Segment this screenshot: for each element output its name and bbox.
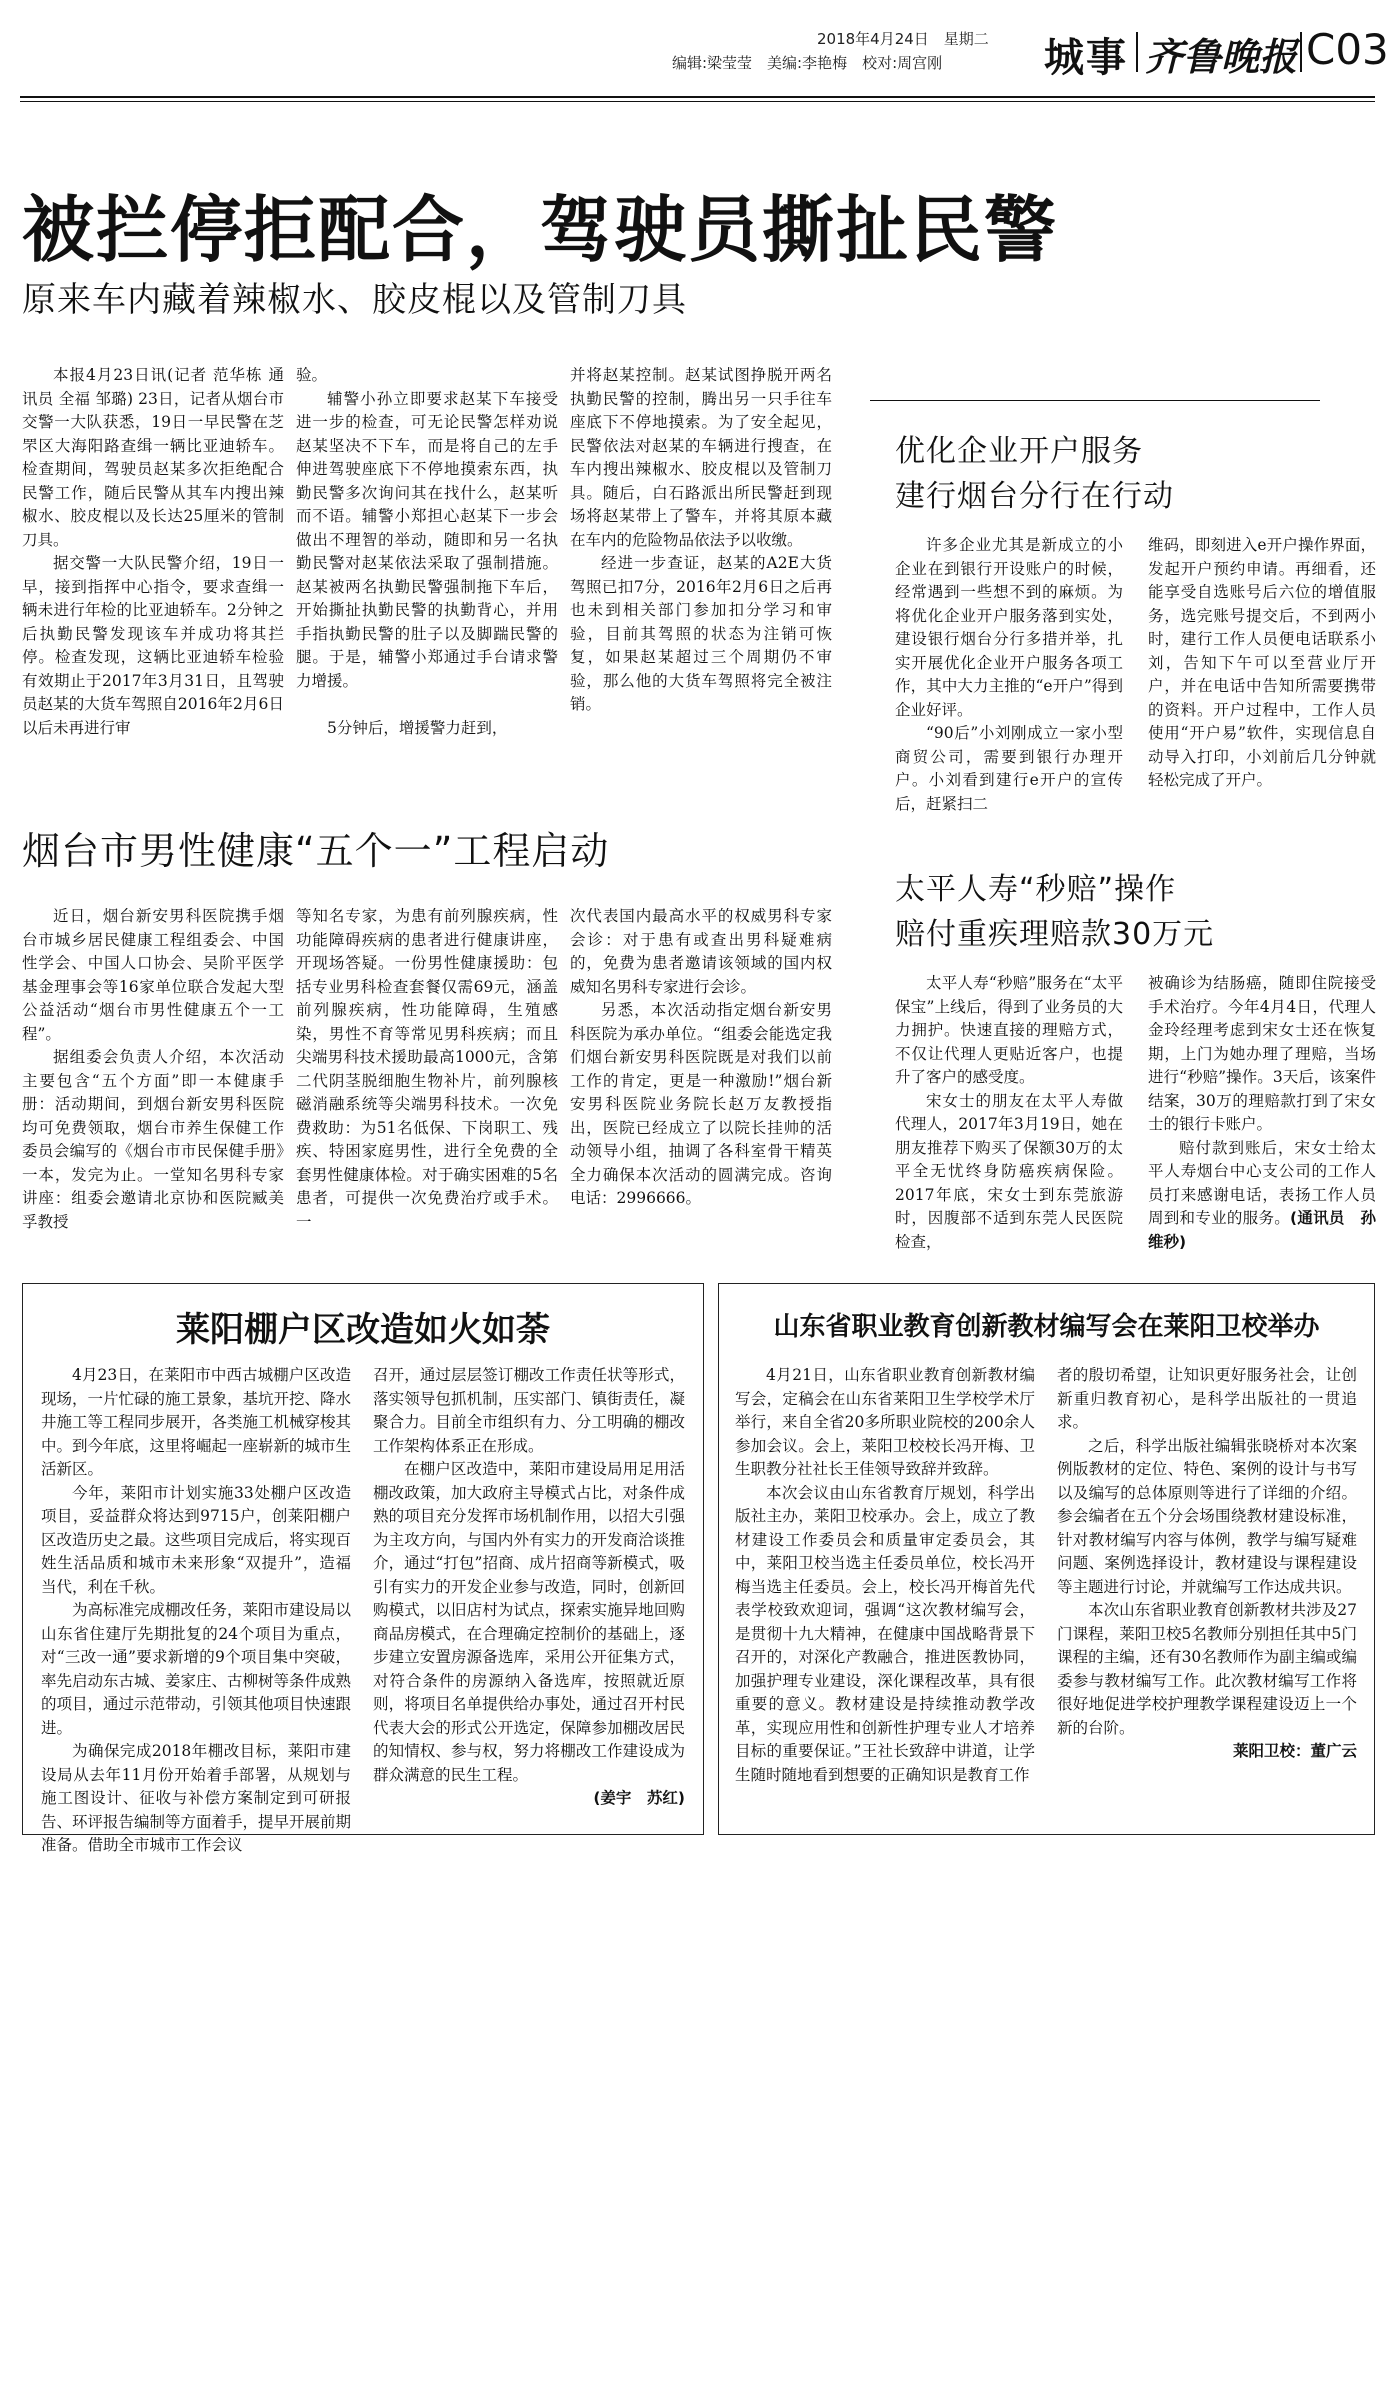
laiyang-headline: 莱阳棚户区改造如火如荼 (176, 1310, 550, 1350)
insurance-headline-line-1: 太平人寿“秒赔”操作 (895, 872, 1177, 907)
bank-headline-line-1: 优化企业开户服务 (895, 434, 1143, 469)
edu-column-1 (735, 1364, 1035, 1820)
header-divider (1300, 32, 1302, 72)
lead-headline: 被拦停拒配合，驾驶员撕扯民警 (22, 188, 1059, 272)
paragraph: 辅警小孙立即要求赵某下车接受进一步的检查，可无论民警怎样劝说赵某坚决不下车，而是将自己的左手伸进驾驶座底下不停地摸索东西，执勤民警多次询问其在找什么，赵某听而不语。辅警小郑担心赵某下一步会做出不理智的举动，随即和另一名执勤民警对赵某依法采取了强制措施。赵某被两名执勤民警强制拖下车后，开始撕扯执勤民警的执勤背心，并用手指执勤民警的肚子以及脚踹民警的腿。于是，辅警小郑通过手台请求警力增援。 (296, 389, 558, 690)
paragraph: 经进一步查证，赵某的A2E大货驾照已扣7分，2016年2月6日之后再也未到相关部门参加扣分学习和审验，目前其驾照的状态为注销可恢复，如果赵某超过三个周期仍不审验，那么他的大货车驾照将完全被注销。 (570, 554, 832, 713)
lead-column-3 (570, 364, 832, 778)
lead-column-1 (22, 364, 284, 778)
byline: (姜宇 苏红) (593, 1789, 685, 1807)
paragraph: 今年，莱阳市计划实施33处棚户区改造项目，妥益群众将达到9715户，创莱阳棚户区改造历史之最。这些项目完成后，将实现百姓生活品质和城市未来形象“双提升”，造福当代，利在千秋。 (41, 1483, 352, 1596)
section-name: 城事 (1044, 35, 1128, 81)
paragraph: 召开，通过层层签订棚改工作责任状等形式，落实领导包抓机制，压实部门、镇街责任，凝聚合力。目前全市组织有力、分工明确的棚改工作架构体系正在形成。 (373, 1366, 685, 1455)
header-rule (20, 96, 1375, 98)
header-divider (1136, 32, 1138, 72)
editor-line: 编辑:梁莹莹 美编:李艳梅 校对:周宫刚 (672, 54, 943, 72)
paragraph: 为高标准完成棚改任务，莱阳市建设局以山东省住建厅先期批复的24个项目为重点，对“三改一通”要求新增的9个项目集中突破，率先启动东古城、姜家庄、古柳树等条件成熟的项目，通过示范带动，引领其他项目快速跟进。 (41, 1601, 352, 1737)
paragraph: 为确保完成2018年棚改目标，莱阳市建设局从去年11月份开始着手部署，从规划与施工图设计、征收与补偿方案制定到可研报告、环评报告编制等方面着手，提早开展前期准备。借助全市城市工作会议 (41, 1742, 352, 1854)
health-column-3 (570, 905, 832, 1257)
paragraph: 4月23日，在莱阳市中西古城棚户区改造现场，一片忙碌的施工景象，基坑开挖、降水井施工等工程同步展开，各类施工机械穿梭其中。到今年底，这里将崛起一座崭新的城市生活新区。 (41, 1366, 352, 1478)
header-rule-thin (20, 101, 1375, 102)
paragraph: 4月21日，山东省职业教育创新教材编写会，定稿会在山东省莱阳卫生学校学术厅举行，来自全省20多所职业院校的200余人参加会议。会上，莱阳卫校校长冯开梅、卫生职教分社社长王佳领导致辞并致辞。 (735, 1366, 1035, 1478)
paragraph: 近日，烟台新安男科医院携手烟台市城乡居民健康工程组委会、中国性学会、中国人口协会、吴阶平医学基金理事会等16家单位联合发起大型公益活动“烟台市男性健康五个一工程”。 (22, 907, 284, 1043)
paragraph: 在棚户区改造中，莱阳市建设局用足用活棚改政策，加大政府主导模式占比，对条件成熟的项目充分发挥市场机制作用，以招大引强为主攻方向，与国内外有实力的开发商洽谈推介，通过“打包”招商、成片招商等新模式，吸引有实力的开发企业参与改造，同时，创新回购模式，以旧店村为试点，探索实施异地回购商品房模式，在合理确定控制价的基础上，逐步建立安置房源备选库，采用公开征集方式，对符合条件的房源纳入备选库，按照就近原则，将项目名单提供给办事处，通过召开村民代表大会的形式公开选定，保障参加棚改居民的知情权、参与权，努力将棚改工作建设成为群众满意的民生工程。 (373, 1460, 685, 1784)
paragraph: 并将赵某控制。赵某试图挣脱开两名执勤民警的控制，腾出另一只手往车座底下不停地摸索。为了安全起见，民警依法对赵某的车辆进行搜查，在车内搜出辣椒水、胶皮棍以及管制刀具。随后，白石路派出所民警赶到现场将赵某带上了警车，并将其原本藏在车内的危险物品依法予以收缴。 (570, 366, 832, 549)
paragraph: 本报4月23日讯(记者 范华栋 通讯员 全福 邹璐) 23日，记者从烟台市交警一大队获悉，19日一早民警在芝罘区大海阳路查缉一辆比亚迪轿车。检查期间，驾驶员赵某多次拒绝配合民警工作，随后民警从其车内搜出辣椒水、胶皮棍以及长达25厘米的管制刀具。 (22, 366, 284, 549)
paragraph: 之后，科学出版社编辑张晓桥对本次案例版教材的定位、特色、案例的设计与书写以及编写的总体原则等进行了详细的介绍。参会编者在五个分会场围绕教材建设标准，针对教材编写内容与体例，教学与编写疑难问题、案例选择设计，教材建设与课程建设等主题进行讨论，并就编写工作达成共识。 (1057, 1436, 1357, 1596)
paragraph: 等知名专家，为患有前列腺疾病，性功能障碍疾病的患者进行健康讲座，开现场答疑。一份男性健康援助：包括专业男科检查套餐仅需69元，涵盖前列腺疾病，性功能障碍，生殖感染，男性不育等常见男科疾病；而且尖端男科技术援助最高1000元，含第二代阴茎脱细胞生物补片，前列腺核磁消融系统等尖端男科技术。一次免费救助：为51名低保、下岗职工、残疾、特困家庭男性，进行全免费的全套男性健康体检。对于确实困难的5名患者，可提供一次免费治疗或手术。一 (296, 907, 558, 1231)
health-headline: 烟台市男性健康“五个一”工程启动 (22, 829, 610, 873)
paragraph (1148, 1137, 1376, 1255)
paragraph: 维码，即刻进入e开户操作界面，发起开户预约申请。再细看，还能享受自选账号后六位的增值服务，选完账号提交后，不到两小时，建行工作人员便电话联系小刘，告知下午可以至营业厅开户，并在电话中告知所需要携带的资料。开户过程中，工作人员使用“开户易”软件，实现信息自动导入打印，小刘前后几分钟就轻松完成了开户。 (1148, 536, 1376, 789)
laiyang-column-2 (373, 1364, 685, 1820)
edu-column-2 (1057, 1364, 1357, 1820)
laiyang-column-1 (41, 1364, 352, 1854)
byline: (通讯员 孙维秒) (1148, 1209, 1376, 1251)
paragraph: 次代表国内最高水平的权威男科专家会诊：对于患有或查出男科疑难病的，免费为患者邀请该领域的国内权威知名男科专家进行会诊。 (570, 907, 832, 996)
bank-headline-line-2: 建行烟台分行在行动 (895, 479, 1174, 514)
health-column-2 (296, 905, 558, 1257)
insurance-headline-line-2: 赔付重疾理赔款30万元 (895, 917, 1215, 952)
paragraph-text: 赔付款到账后，宋女士给太平人寿烟台中心支公司的工作人员打来感谢电话，表扬工作人员周到和专业的服务。 (1148, 1138, 1376, 1227)
edu-headline: 山东省职业教育创新教材编写会在莱阳卫校举办 (773, 1312, 1320, 1342)
page-number: C03 (1306, 25, 1389, 74)
edu-box (718, 1283, 1375, 1835)
date-line: 2018年4月24日 星期二 (817, 30, 989, 48)
paragraph: 者的殷切希望，让知识更好服务社会，让创新重归教育初心，是科学出版社的一贯追求。 (1057, 1366, 1357, 1431)
paragraph: 许多企业尤其是新成立的小企业在到银行开设账户的时候，经常遇到一些想不到的麻烦。为将优化企业开户服务落到实处，建设银行烟台分行多措并举，扎实开展优化企业开户服务各项工作，其中大力主推的“e开户”得到企业好评。 (895, 536, 1123, 719)
byline: 莱阳卫校：董广云 (1232, 1742, 1357, 1760)
paragraph: “90后”小刘刚成立一家小型商贸公司，需要到银行办理开户。小刘看到建行e开户的宣传后，赶紧扫二 (895, 724, 1123, 813)
insurance-column-1 (895, 972, 1123, 1264)
paragraph: 验。 (296, 366, 328, 384)
paragraph: 5分钟后，增援警力赶到， (327, 719, 508, 737)
byline-line (373, 1787, 685, 1811)
paragraph: 被确诊为结肠癌，随即住院接受手术治疗。今年4月4日，代理人金玲经理考虑到宋女士还在恢复期，上门为她办理了理赔，当场进行“秒赔”操作。3天后，该案件结案，30万的理赔款打到了宋女士的银行卡账户。 (1148, 974, 1376, 1133)
paragraph: 据交警一大队民警介绍，19日一早，接到指挥中心指令，要求查缉一辆未进行年检的比亚迪轿车。2分钟之后执勤民警发现该车并成功将其拦停。检查发现，这辆比亚迪轿车检验有效期止于2017年3月31日，且驾驶员赵某的大货车驾照自2016年2月6日以后未再进行审 (22, 554, 284, 737)
paragraph: 据组委会负责人介绍，本次活动主要包含“五个方面”即一本健康手册：活动期间，到烟台新安男科医院均可免费领取，烟台市养生保健工作委员会编写的《烟台市市民保健手册》一本，发完为止。一堂知名男科专家讲座：组委会邀请北京协和医院臧美孚教授 (22, 1048, 284, 1231)
laiyang-box (22, 1283, 704, 1854)
bank-column-2 (1148, 534, 1376, 839)
paragraph: 太平人寿“秒赔”服务在“太平保宝”上线后，得到了业务员的大力拥护。快速直接的理赔方式，不仅让代理人更贴近客户，也提升了客户的感受度。 (895, 974, 1123, 1086)
newspaper-brand: 齐鲁晚报 (1145, 34, 1298, 79)
lead-subheadline: 原来车内藏着辣椒水、胶皮棍以及管制刀具 (22, 280, 687, 320)
bank-column-1 (895, 534, 1123, 839)
paragraph: 本次会议由山东省教育厅规划，科学出版社主办，莱阳卫校承办。会上，成立了教材建设工作委员会和质量审定委员会，其中，莱阳卫校当选主任委员单位，校长冯开梅当选主任委员。会上，校长冯开梅首先代表学校致欢迎词，强调“这次教材编写会，是贯彻十九大精神，在健康中国战略背景下召开的，对深化产教融合，推进医教协同，加强护理专业建设，深化课程改革，具有很重要的意义。教材建设是持续推动教学改革，实现应用性和创新性护理专业人才培养目标的重要保证。”王社长致辞中讲道，让学生随时随地看到想要的正确知识是教育工作 (735, 1483, 1035, 1784)
insurance-column-2 (1148, 972, 1376, 1264)
lead-column-2 (296, 364, 558, 778)
paragraph: 宋女士的朋友在太平人寿做代理人，2017年3月19日，她在朋友推荐下购买了保额30万的太平全无忧终身防癌疾病保险。2017年底，宋女士到东莞旅游时，因腹部不适到东莞人民医院检查， (895, 1091, 1123, 1251)
paragraph: 本次山东省职业教育创新教材共涉及27门课程，莱阳卫校5名教师分别担任其中5门课程的主编，还有30名教师作为副主编或编委参与教材编写工作。此次教材编写工作将很好地促进学校护理教学课程建设迈上一个新的台阶。 (1057, 1601, 1357, 1737)
section-divider (870, 400, 1320, 401)
paragraph: 另悉，本次活动指定烟台新安男科医院为承办单位。“组委会能选定我们烟台新安男科医院既是对我们以前工作的肯定，更是一种激励!”烟台新安男科医院业务院长赵万友教授指出，医院已经成立了以院长挂帅的活动领导小组，抽调了各科室骨干精英全力确保本次活动的圆满完成。咨询电话：2996666。 (570, 1001, 832, 1207)
byline-line (1057, 1740, 1357, 1764)
health-column-1 (22, 905, 284, 1257)
